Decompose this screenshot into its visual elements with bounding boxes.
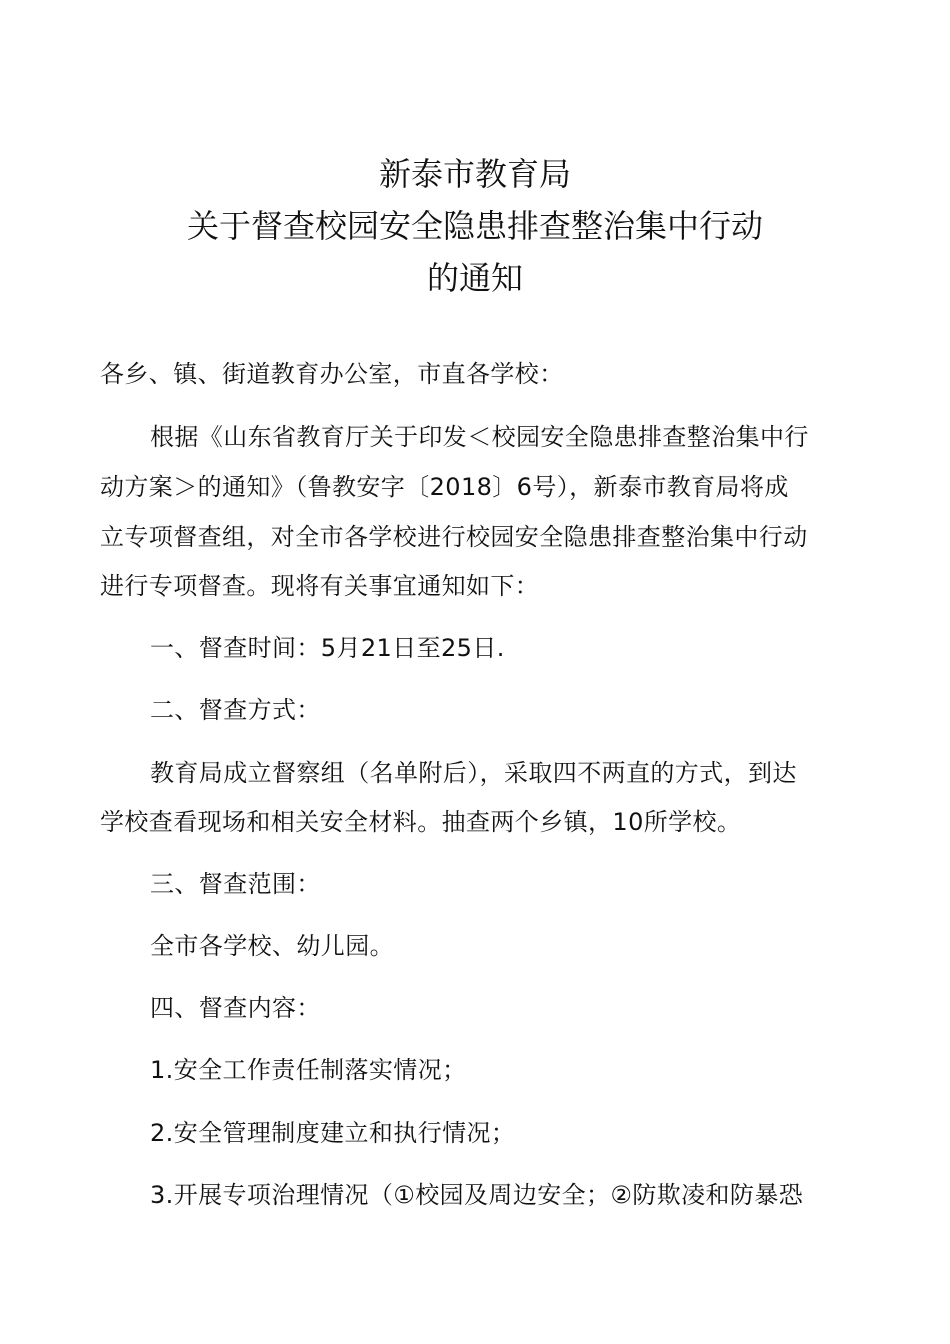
intro-line: 立专项督查组，对全市各学校进行校园安全隐患排查整治集中行动 [100,523,808,551]
salutation: 各乡、镇、街道教育办公室，市直各学校： [100,360,564,388]
title-line-issuer: 新泰市教育局 [378,155,571,193]
section-time: 一、督查时间：5月21日至25日. [150,634,505,662]
content-item: 2.安全管理制度建立和执行情况； [150,1119,516,1147]
content-item: 3.开展专项治理情况（①校园及周边安全；②防欺凌和防暴恐 [150,1181,804,1209]
section-scope-text: 全市各学校、幼儿园。 [150,932,394,960]
section-scope-heading: 三、督查范围： [150,870,321,898]
section-method-line: 学校查看现场和相关安全材料。抽查两个乡镇，10所学校。 [100,808,742,836]
document-title [0,148,950,304]
title-line-notice: 的通知 [426,259,523,297]
section-method-line: 教育局成立督察组（名单附后），采取四不两直的方式，到达 [150,759,797,787]
intro-line: 动方案＞的通知》（鲁教安字〔2018〕6号），新泰市教育局将成 [100,473,789,501]
section-content-heading: 四、督查内容： [150,994,321,1022]
intro-line: 根据《山东省教育厅关于印发＜校园安全隐患排查整治集中行 [150,423,809,451]
section-method-heading: 二、督查方式： [150,696,321,724]
intro-line: 进行专项督查。现将有关事宜通知如下： [100,572,540,600]
content-item: 1.安全工作责任制落实情况； [150,1056,467,1084]
title-line-subject: 关于督查校园安全隐患排查整治集中行动 [186,207,763,245]
